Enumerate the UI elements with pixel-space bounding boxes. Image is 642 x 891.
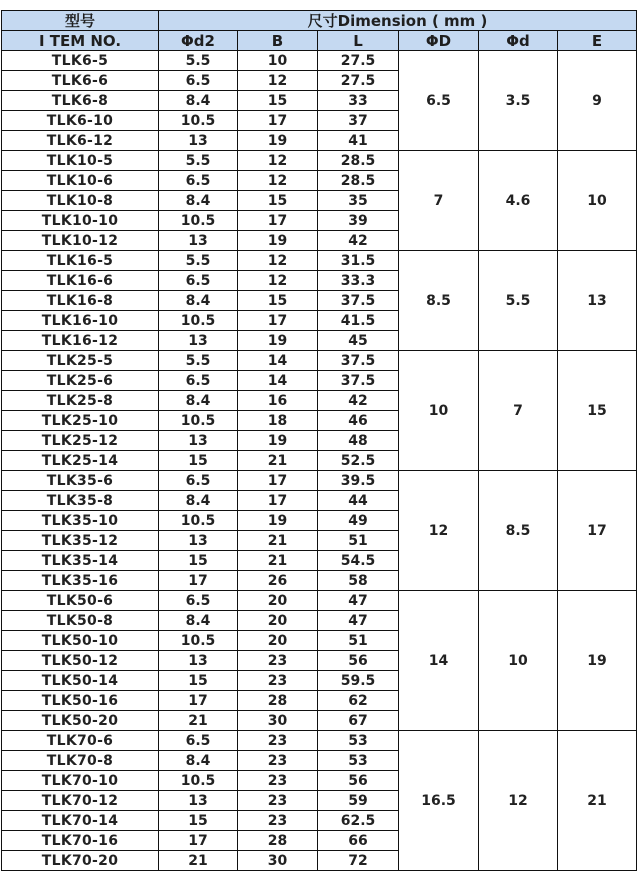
b-cell: 12 [238,251,318,271]
l-cell: 27.5 [318,71,399,91]
l-cell: 58 [318,571,399,591]
model-cell: TLK70-20 [2,851,159,871]
b-cell: 20 [238,631,318,651]
model-cell: TLK50-8 [2,611,159,631]
table-row [2,51,637,71]
column-header-d2: Φd2 [159,31,238,51]
l-cell: 56 [318,651,399,671]
b-cell: 21 [238,551,318,571]
l-cell: 37.5 [318,351,399,371]
table-body [2,51,637,871]
model-cell: TLK16-12 [2,331,159,351]
d2-cell: 6.5 [159,171,238,191]
l-cell: 45 [318,331,399,351]
b-cell: 28 [238,691,318,711]
model-cell: TLK25-12 [2,431,159,451]
model-cell: TLK16-5 [2,251,159,271]
b-cell: 30 [238,851,318,871]
b-cell: 15 [238,91,318,111]
inner-diameter-cell: 4.6 [479,151,558,251]
b-cell: 20 [238,611,318,631]
inner-diameter-cell: 3.5 [479,51,558,151]
l-cell: 39.5 [318,471,399,491]
model-cell: TLK6-5 [2,51,159,71]
model-cell: TLK35-10 [2,511,159,531]
e-cell: 15 [558,351,637,471]
b-cell: 26 [238,571,318,591]
l-cell: 66 [318,831,399,851]
d2-cell: 13 [159,431,238,451]
b-cell: 19 [238,331,318,351]
b-cell: 23 [238,671,318,691]
model-cell: TLK25-5 [2,351,159,371]
d2-cell: 10.5 [159,771,238,791]
b-cell: 18 [238,411,318,431]
inner-diameter-cell: 5.5 [479,251,558,351]
b-cell: 15 [238,191,318,211]
l-cell: 41.5 [318,311,399,331]
model-cell: TLK25-6 [2,371,159,391]
d2-cell: 10.5 [159,411,238,431]
model-cell: TLK50-20 [2,711,159,731]
l-cell: 35 [318,191,399,211]
d2-cell: 6.5 [159,71,238,91]
outer-diameter-cell: 7 [399,151,479,251]
l-cell: 49 [318,511,399,531]
b-cell: 16 [238,391,318,411]
b-cell: 23 [238,751,318,771]
model-cell: TLK25-14 [2,451,159,471]
l-cell: 47 [318,591,399,611]
b-cell: 21 [238,531,318,551]
model-cell: TLK50-6 [2,591,159,611]
l-cell: 28.5 [318,171,399,191]
model-cell: TLK70-8 [2,751,159,771]
l-cell: 37 [318,111,399,131]
b-cell: 17 [238,211,318,231]
b-cell: 23 [238,811,318,831]
d2-cell: 8.4 [159,611,238,631]
e-cell: 19 [558,591,637,731]
l-cell: 54.5 [318,551,399,571]
d2-cell: 10.5 [159,311,238,331]
l-cell: 46 [318,411,399,431]
d2-cell: 5.5 [159,351,238,371]
l-cell: 59 [318,791,399,811]
l-cell: 72 [318,851,399,871]
inner-diameter-cell: 10 [479,591,558,731]
b-cell: 17 [238,491,318,511]
b-cell: 30 [238,711,318,731]
d2-cell: 15 [159,811,238,831]
l-cell: 62 [318,691,399,711]
model-cell: TLK70-10 [2,771,159,791]
d2-cell: 6.5 [159,271,238,291]
outer-diameter-cell: 14 [399,591,479,731]
model-cell: TLK50-10 [2,631,159,651]
b-cell: 19 [238,431,318,451]
model-cell: TLK16-6 [2,271,159,291]
model-cell: TLK70-12 [2,791,159,811]
b-cell: 23 [238,771,318,791]
l-cell: 28.5 [318,151,399,171]
d2-cell: 21 [159,711,238,731]
b-cell: 10 [238,51,318,71]
l-cell: 67 [318,711,399,731]
b-cell: 12 [238,171,318,191]
d2-cell: 6.5 [159,731,238,751]
b-cell: 12 [238,271,318,291]
model-header-en: I TEM NO. [2,31,159,51]
model-cell: TLK35-16 [2,571,159,591]
b-cell: 14 [238,351,318,371]
model-cell: TLK70-16 [2,831,159,851]
table-row [2,731,637,751]
l-cell: 51 [318,531,399,551]
d2-cell: 8.4 [159,91,238,111]
model-cell: TLK35-8 [2,491,159,511]
d2-cell: 15 [159,451,238,471]
d2-cell: 6.5 [159,471,238,491]
d2-cell: 6.5 [159,591,238,611]
e-cell: 10 [558,151,637,251]
model-header-cn: 型号 [2,11,159,31]
l-cell: 52.5 [318,451,399,471]
b-cell: 23 [238,731,318,751]
b-cell: 23 [238,791,318,811]
l-cell: 31.5 [318,251,399,271]
inner-diameter-cell: 12 [479,731,558,871]
l-cell: 27.5 [318,51,399,71]
table-row [2,151,637,171]
model-cell: TLK10-8 [2,191,159,211]
d2-cell: 13 [159,231,238,251]
e-cell: 13 [558,251,637,351]
l-cell: 33.3 [318,271,399,291]
model-cell: TLK70-6 [2,731,159,751]
d2-cell: 8.4 [159,491,238,511]
model-cell: TLK50-16 [2,691,159,711]
l-cell: 47 [318,611,399,631]
table-row [2,471,637,491]
d2-cell: 10.5 [159,631,238,651]
d2-cell: 15 [159,551,238,571]
l-cell: 37.5 [318,291,399,311]
column-header-e: E [558,31,637,51]
d2-cell: 8.4 [159,391,238,411]
model-cell: TLK10-12 [2,231,159,251]
d2-cell: 21 [159,851,238,871]
model-cell: TLK50-12 [2,651,159,671]
b-cell: 20 [238,591,318,611]
d2-cell: 17 [159,831,238,851]
d2-cell: 6.5 [159,371,238,391]
table-row [2,591,637,611]
b-cell: 23 [238,651,318,671]
l-cell: 53 [318,731,399,751]
inner-diameter-cell: 8.5 [479,471,558,591]
model-cell: TLK35-6 [2,471,159,491]
e-cell: 17 [558,471,637,591]
l-cell: 42 [318,391,399,411]
d2-cell: 17 [159,571,238,591]
dimension-table [1,10,637,871]
model-cell: TLK50-14 [2,671,159,691]
d2-cell: 10.5 [159,211,238,231]
l-cell: 53 [318,751,399,771]
model-cell: TLK16-8 [2,291,159,311]
model-cell: TLK25-8 [2,391,159,411]
d2-cell: 8.4 [159,291,238,311]
model-cell: TLK6-6 [2,71,159,91]
l-cell: 41 [318,131,399,151]
b-cell: 12 [238,71,318,91]
b-cell: 19 [238,511,318,531]
outer-diameter-cell: 10 [399,351,479,471]
table-row [2,351,637,371]
l-cell: 62.5 [318,811,399,831]
model-cell: TLK6-10 [2,111,159,131]
d2-cell: 5.5 [159,251,238,271]
model-cell: TLK10-6 [2,171,159,191]
l-cell: 44 [318,491,399,511]
b-cell: 19 [238,131,318,151]
d2-cell: 10.5 [159,111,238,131]
outer-diameter-cell: 8.5 [399,251,479,351]
b-cell: 12 [238,151,318,171]
table-row [2,251,637,271]
b-cell: 17 [238,111,318,131]
l-cell: 59.5 [318,671,399,691]
l-cell: 56 [318,771,399,791]
d2-cell: 8.4 [159,191,238,211]
d2-cell: 17 [159,691,238,711]
e-cell: 21 [558,731,637,871]
d2-cell: 5.5 [159,151,238,171]
model-cell: TLK6-8 [2,91,159,111]
table-header [2,11,637,51]
model-cell: TLK10-10 [2,211,159,231]
d2-cell: 13 [159,331,238,351]
l-cell: 39 [318,211,399,231]
b-cell: 17 [238,311,318,331]
b-cell: 21 [238,451,318,471]
outer-diameter-cell: 16.5 [399,731,479,871]
d2-cell: 13 [159,651,238,671]
model-cell: TLK35-14 [2,551,159,571]
b-cell: 19 [238,231,318,251]
outer-diameter-cell: 12 [399,471,479,591]
column-header-outer-d: ΦD [399,31,479,51]
model-cell: TLK25-10 [2,411,159,431]
l-cell: 51 [318,631,399,651]
d2-cell: 13 [159,131,238,151]
l-cell: 33 [318,91,399,111]
dimension-header: 尺寸Dimension ( mm ) [159,11,637,31]
l-cell: 37.5 [318,371,399,391]
d2-cell: 13 [159,531,238,551]
model-cell: TLK6-12 [2,131,159,151]
column-header-inner-d: Φd [479,31,558,51]
model-cell: TLK70-14 [2,811,159,831]
column-header-b: B [238,31,318,51]
model-cell: TLK16-10 [2,311,159,331]
b-cell: 15 [238,291,318,311]
l-cell: 48 [318,431,399,451]
d2-cell: 13 [159,791,238,811]
column-header-l: L [318,31,399,51]
d2-cell: 15 [159,671,238,691]
l-cell: 42 [318,231,399,251]
outer-diameter-cell: 6.5 [399,51,479,151]
b-cell: 17 [238,471,318,491]
d2-cell: 5.5 [159,51,238,71]
d2-cell: 10.5 [159,511,238,531]
b-cell: 14 [238,371,318,391]
model-cell: TLK10-5 [2,151,159,171]
e-cell: 9 [558,51,637,151]
b-cell: 28 [238,831,318,851]
inner-diameter-cell: 7 [479,351,558,471]
d2-cell: 8.4 [159,751,238,771]
model-cell: TLK35-12 [2,531,159,551]
